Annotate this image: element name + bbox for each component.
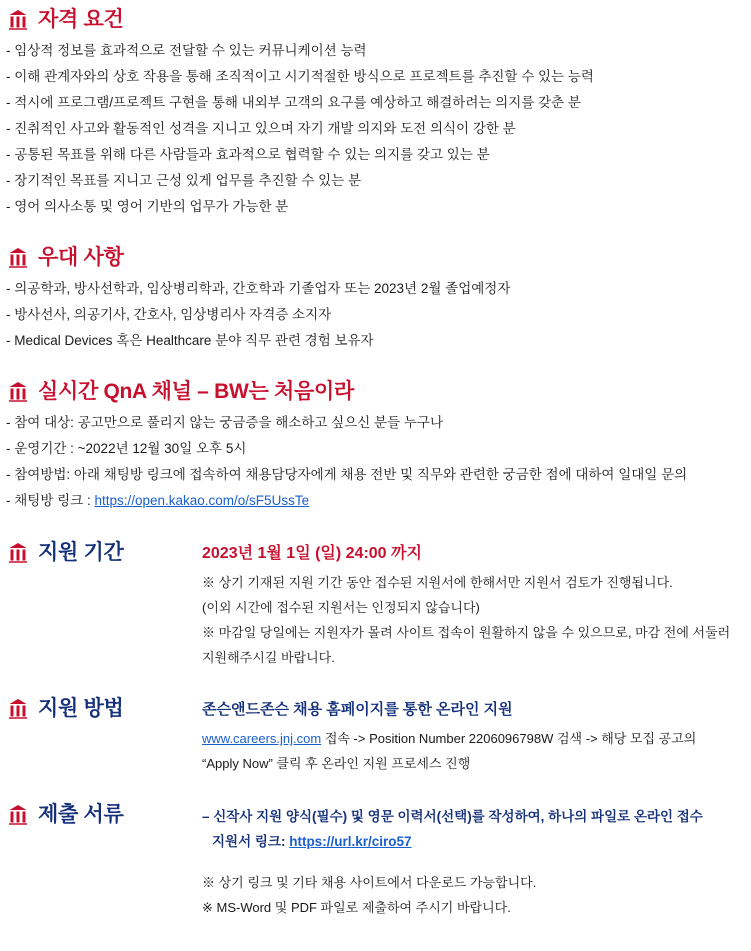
list-item: - 참여 대상: 공고만으로 풀리지 않는 궁금증을 해소하고 싶으신 분들 누구나 bbox=[6, 415, 443, 430]
apply-line-1-suffix: 접속 -> Position Number 2206096798W 검색 -> 해당 모집 공고의 bbox=[321, 731, 697, 746]
qna-list bbox=[6, 410, 751, 514]
apply-line-2: “Apply Now” 클릭 후 온라인 지원 프로세스 진행 bbox=[202, 756, 471, 771]
list-item: - 공통된 목표를 위해 다른 사람들과 효과적으로 협력할 수 있는 의지를 갖고 있는 분 bbox=[6, 147, 490, 162]
spacer bbox=[0, 514, 751, 540]
kakao-chat-link[interactable]: https://open.kakao.com/o/sF5UssTe bbox=[94, 493, 310, 508]
label-application-period bbox=[6, 540, 202, 565]
section-header-preferred bbox=[6, 246, 751, 270]
list-item: - 영어 의사소통 및 영어 기반의 업무가 가능한 분 bbox=[6, 199, 289, 214]
section-title-period: 지원 기간 bbox=[38, 541, 124, 565]
section-header-qna bbox=[6, 380, 751, 404]
period-note: (이외 시간에 접수된 지원서는 인정되지 않습니다) bbox=[202, 600, 480, 615]
list-item: - 임상적 정보를 효과적으로 전달할 수 있는 커뮤니케이션 능력 bbox=[6, 43, 367, 58]
list-item: - 방사선사, 의공기사, 간호사, 임상병리사 자격증 소지자 bbox=[6, 307, 332, 322]
list-item-chat-link bbox=[6, 488, 751, 514]
spacer bbox=[202, 854, 751, 870]
application-form-link[interactable]: https://url.kr/ciro57 bbox=[289, 834, 412, 849]
row-how-to-apply bbox=[6, 696, 751, 776]
list-item: - 이해 관계자와의 상호 작용을 통해 조직적이고 시기적절한 방식으로 프로젝트를 추진할 수 있는 능력 bbox=[6, 69, 594, 84]
section-title-qna: 실시간 QnA 채널 – BW는 처음이라 bbox=[38, 380, 354, 404]
building-icon bbox=[6, 697, 30, 721]
content-application-period bbox=[202, 540, 751, 670]
apply-title: 존슨앤드존슨 채용 홈페이지를 통한 온라인 지원 bbox=[202, 701, 513, 718]
building-icon bbox=[6, 380, 30, 404]
building-icon bbox=[6, 8, 30, 32]
row-documents bbox=[6, 802, 751, 920]
list-item: - 참여방법: 아래 채팅방 링크에 접속하여 채용담당자에게 채용 전반 및 직무와 관련한 궁금한 점에 대하여 일대일 문의 bbox=[6, 467, 688, 482]
list-item: - Medical Devices 혹은 Healthcare 분야 직무 관련 경험 보유자 bbox=[6, 333, 374, 348]
period-deadline: 2023년 1월 1일 (일) 24:00 까지 bbox=[202, 545, 422, 562]
spacer bbox=[0, 670, 751, 696]
section-title-documents: 제출 서류 bbox=[38, 803, 124, 827]
list-item: - 의공학과, 방사선학과, 임상병리학과, 간호학과 기졸업자 또는 2023년 2월 졸업예정자 bbox=[6, 281, 511, 296]
apply-line-1 bbox=[202, 726, 751, 751]
list-item: - 장기적인 목표를 지니고 근성 있게 업무를 추진할 수 있는 분 bbox=[6, 173, 361, 188]
section-title-qualifications: 자격 요건 bbox=[38, 8, 124, 32]
documents-line-2 bbox=[202, 829, 751, 854]
qualifications-list bbox=[6, 38, 751, 220]
documents-line-1: – 신작사 지원 양식(필수) 및 영문 이력서(선택)를 작성하여, 하나의 파일로 온라인 접수 bbox=[202, 809, 703, 824]
label-how-to-apply bbox=[6, 696, 202, 721]
label-documents bbox=[6, 802, 202, 827]
period-note: ※ 상기 기재된 지원 기간 동안 접수된 지원서에 한해서만 지원서 검토가 진행됩니다. bbox=[202, 575, 673, 590]
content-documents bbox=[202, 802, 751, 920]
building-icon bbox=[6, 246, 30, 270]
preferred-list bbox=[6, 276, 751, 354]
documents-note: ※ MS-Word 및 PDF 파일로 제출하여 주시기 바랍니다. bbox=[202, 900, 511, 915]
building-icon bbox=[6, 541, 30, 565]
section-title-how-to-apply: 지원 방법 bbox=[38, 697, 124, 721]
section-header-qualifications bbox=[6, 8, 751, 32]
documents-note: ※ 상기 링크 및 기타 채용 사이트에서 다운로드 가능합니다. bbox=[202, 875, 537, 890]
spacer bbox=[0, 776, 751, 802]
list-item: - 운영기간 : ~2022년 12월 30일 오후 5시 bbox=[6, 441, 247, 456]
building-icon bbox=[6, 803, 30, 827]
spacer bbox=[0, 354, 751, 380]
list-item: - 진취적인 사고와 활동적인 성격을 지니고 있으며 자기 개발 의지와 도전 의식이 강한 분 bbox=[6, 121, 516, 136]
careers-site-link[interactable]: www.careers.jnj.com bbox=[202, 731, 322, 746]
period-note: ※ 마감일 당일에는 지원자가 몰려 사이트 접속이 원활하지 않을 수 있으므로, 마감 전에 서둘러 bbox=[202, 625, 731, 640]
documents-link-label: 지원서 링크: bbox=[212, 834, 290, 849]
chat-link-label: - 채팅방 링크 : bbox=[6, 493, 95, 508]
list-item: - 적시에 프로그램/프로젝트 구현을 통해 내외부 고객의 요구를 예상하고 해결하려는 의지를 갖춘 분 bbox=[6, 95, 581, 110]
spacer bbox=[0, 220, 751, 246]
content-how-to-apply bbox=[202, 696, 751, 776]
period-note: 지원해주시길 바랍니다. bbox=[202, 650, 335, 665]
section-title-preferred: 우대 사항 bbox=[38, 246, 124, 270]
row-application-period bbox=[6, 540, 751, 670]
